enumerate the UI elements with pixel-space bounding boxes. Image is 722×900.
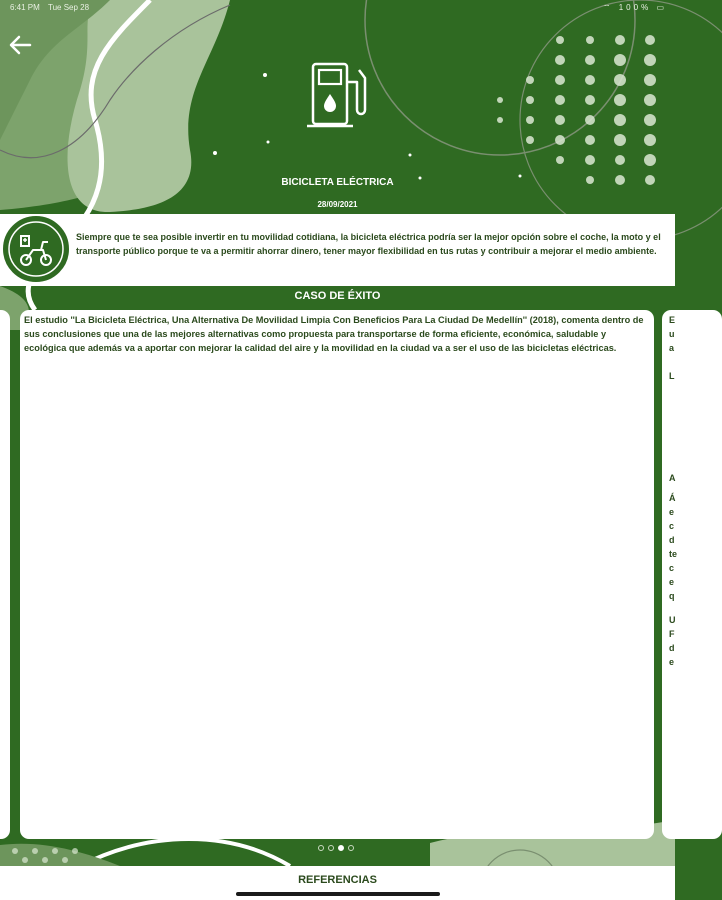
case-study-carousel[interactable] — [0, 308, 678, 843]
page-dot[interactable] — [328, 845, 334, 851]
section-title: CASO DE ÉXITO — [294, 290, 381, 302]
fuel-pump-icon — [305, 60, 371, 130]
next-card-peek-text: d — [669, 535, 675, 545]
next-card-peek-text: E — [669, 315, 676, 325]
status-time: 6:41 PM — [10, 3, 40, 12]
next-card-peek-text: te — [669, 549, 678, 559]
status-bar — [0, 0, 675, 16]
next-card-peek-text: c — [669, 563, 675, 573]
next-card-peek-text: A — [669, 473, 676, 483]
next-card-peek-text: c — [669, 521, 675, 531]
electric-motorbike-icon — [5, 218, 67, 280]
current-card[interactable] — [20, 310, 654, 839]
next-card-peek-text: U — [669, 615, 676, 625]
card-text: El estudio ''La Bicicleta Eléctrica, Una Alternativa De Movilidad Limpia Con Beneficios Para La Ciudad De Medellín'' (2018), comenta dentro de sus conclusiones que una de las mejores alternativas como propuesta para transportarse de forma eficiente, económica, saludable y ecológica que además va a aportar con mejorar la calidad del aire y la movilidad en la ciudad va a ser el uso de las bicicletas eléctricas. — [24, 315, 644, 353]
next-card-peek-text: Á — [669, 493, 676, 503]
battery-label: 100% — [618, 3, 652, 12]
next-card-peek-text: F — [669, 629, 675, 639]
home-indicator[interactable] — [236, 892, 440, 896]
status-date: Tue Sep 28 — [48, 3, 90, 12]
article-date: 28/09/2021 — [317, 200, 358, 209]
intro-icon-badge — [3, 216, 69, 282]
next-card-peek-text: e — [669, 507, 675, 517]
arrow-left-icon — [6, 32, 36, 58]
status-icons — [603, 3, 667, 13]
article-title: BICICLETA ELÉCTRICA — [281, 177, 394, 188]
page-dot-active[interactable] — [338, 845, 344, 851]
back-button[interactable] — [6, 32, 36, 58]
page-dot[interactable] — [318, 845, 324, 851]
next-card-peek-text: u — [669, 329, 675, 339]
references-label: REFERENCIAS — [298, 874, 377, 886]
next-card-peek-text: q — [669, 591, 675, 601]
next-card-peek-text: e — [669, 657, 675, 667]
next-card-peek-text: L — [669, 371, 675, 381]
next-card-peek-text: a — [669, 343, 675, 353]
intro-text: Siempre que te sea posible invertir en tu movilidad cotidiana, la bicicleta eléctrica podría ser la mejor opción sobre el coche, la moto y el transporte público porque te va a permitir ahorrar dinero, tener mayor flexibilidad en tus rutas y contribuir a mejorar el medio ambiente. — [76, 232, 661, 256]
previous-card[interactable] — [0, 310, 10, 839]
next-card[interactable] — [662, 310, 722, 839]
page-dot[interactable] — [348, 845, 354, 851]
intro-section — [0, 214, 675, 286]
battery-icon: ▭ — [656, 3, 667, 12]
page-indicator[interactable] — [318, 843, 358, 853]
next-card-peek-text: d — [669, 643, 675, 653]
next-card-peek-text: e — [669, 577, 675, 587]
wifi-icon: ⌔ — [602, 3, 614, 12]
